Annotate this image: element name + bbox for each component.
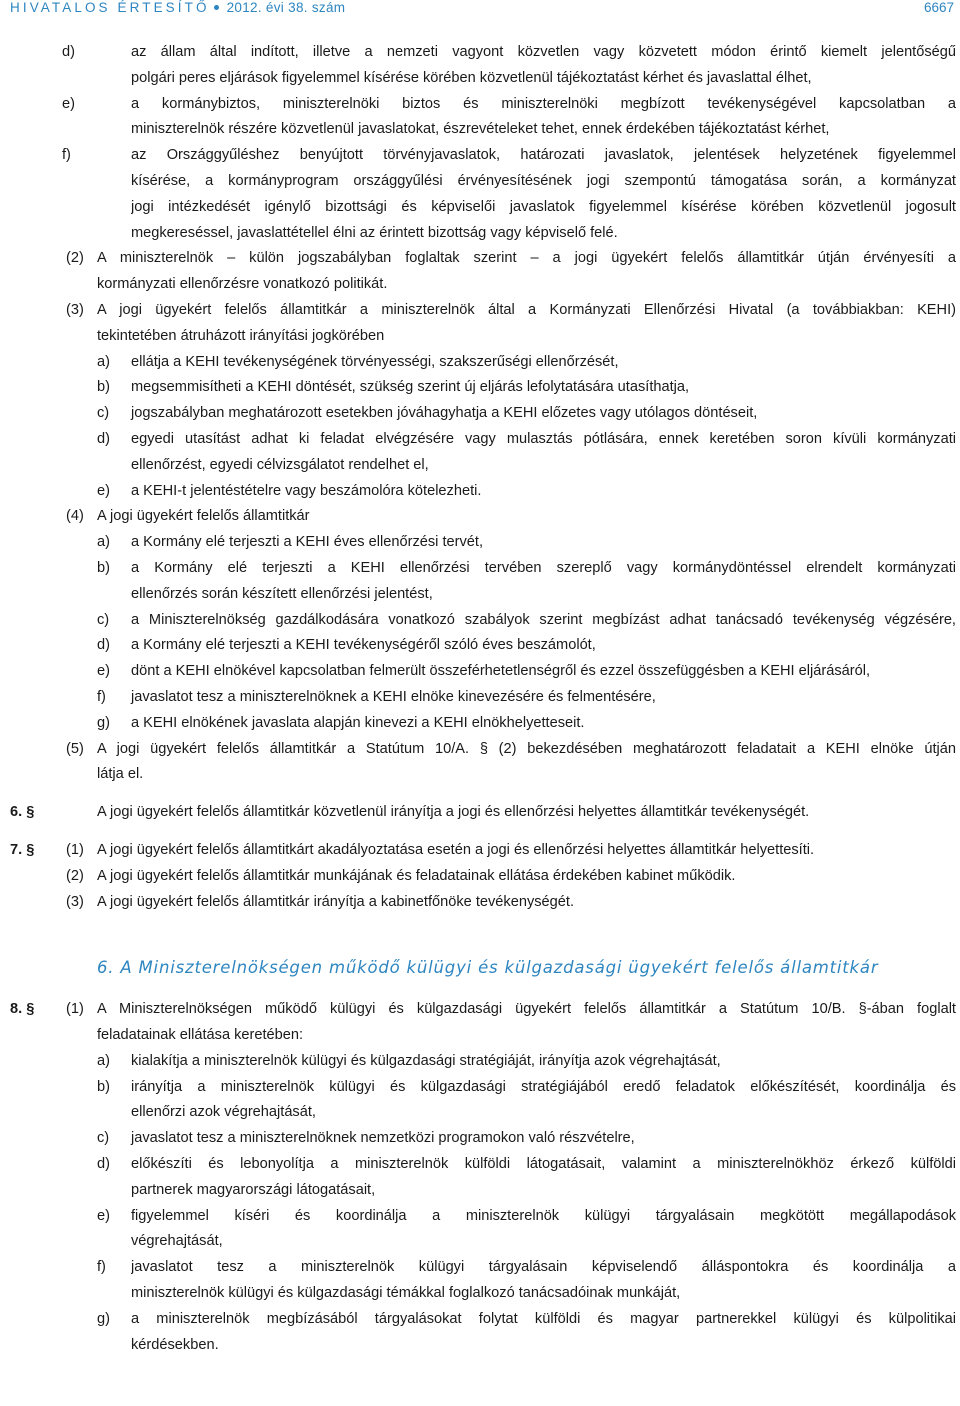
heading-text: 6. A Miniszterelnökségen működő külügyi és külgazdasági ügyekért felelős államtitkár bbox=[97, 958, 879, 978]
list-marker: d) bbox=[97, 430, 110, 447]
line-text: A Miniszterelnökségen működő külügyi és külgazdasági ügyekért felelős államtitkár a Statútum 10/B. §-ában foglalt bbox=[97, 1001, 956, 1018]
line-text: A jogi ügyekért felelős államtitkár bbox=[97, 508, 310, 525]
list-marker: f) bbox=[97, 688, 106, 705]
journal-title bbox=[10, 0, 345, 15]
text-line bbox=[0, 864, 960, 890]
text-line bbox=[0, 221, 960, 247]
text-line bbox=[0, 838, 960, 864]
text-line bbox=[0, 143, 960, 169]
paragraph-number: (2) bbox=[66, 867, 84, 884]
line-text: előkészíti és lebonyolítja a miniszterelnök külföldi látogatásait, valamint a miniszterelnökhöz érkező külföldi bbox=[131, 1156, 956, 1173]
text-line bbox=[0, 997, 960, 1023]
paragraph-number: (5) bbox=[66, 740, 84, 757]
text-line bbox=[0, 324, 960, 350]
text-line bbox=[0, 556, 960, 582]
text-line bbox=[0, 375, 960, 401]
list-marker: e) bbox=[97, 663, 110, 680]
list-marker: f) bbox=[62, 147, 71, 164]
line-text: A miniszterelnök – külön jogszabályban foglaltak szerint – a jogi ügyekért felelős államtitkár útján érvényesíti a bbox=[97, 250, 956, 267]
line-text: az Országgyűléshez benyújtott törvényjavaslatok, határozati javaslatok, jelentések helyzetének figyelemmel bbox=[131, 147, 956, 164]
paragraph-number: (2) bbox=[66, 250, 84, 267]
text-line bbox=[0, 195, 960, 221]
list-marker: c) bbox=[97, 611, 110, 628]
line-text: A jogi ügyekért felelős államtitkár a Statútum 10/A. § (2) bekezdésében meghatározott feladatait a KEHI elnöke útján bbox=[97, 740, 956, 757]
text-line bbox=[0, 685, 960, 711]
line-text: a Kormány elé terjeszti a KEHI tevékenységéről szóló éves beszámolót, bbox=[131, 637, 596, 654]
line-text: egyedi utasítást adhat ki feladat elvégzésére vagy mulasztás pótlására, ennek keretében soron kívüli kormányzati bbox=[131, 430, 956, 447]
list-marker: d) bbox=[97, 1156, 110, 1173]
text-line bbox=[0, 1100, 960, 1126]
text-line bbox=[0, 1229, 960, 1255]
text-line bbox=[0, 169, 960, 195]
list-marker: c) bbox=[97, 405, 110, 422]
text-line bbox=[0, 800, 960, 826]
text-line bbox=[0, 659, 960, 685]
text-line bbox=[0, 504, 960, 530]
paragraph-number: (1) bbox=[66, 1001, 84, 1018]
text-line bbox=[0, 890, 960, 916]
paragraph-number: (3) bbox=[66, 301, 84, 318]
text-line bbox=[0, 350, 960, 376]
line-text: partnerek magyarországi látogatásait, bbox=[131, 1181, 376, 1198]
text-line bbox=[0, 1023, 960, 1049]
text-line bbox=[0, 582, 960, 608]
vertical-space bbox=[0, 985, 960, 997]
text-line bbox=[0, 633, 960, 659]
list-marker: b) bbox=[97, 559, 110, 576]
line-text: a Miniszterelnökség gazdálkodására vonatkozó szabályok szerint megbízást adhat tanácsadó tevékenység végzésére, bbox=[131, 611, 956, 628]
text-line bbox=[0, 453, 960, 479]
document-body bbox=[0, 40, 960, 1358]
text-line bbox=[0, 401, 960, 427]
line-text: kérdésekben. bbox=[131, 1336, 219, 1353]
text-line bbox=[0, 762, 960, 788]
list-marker: g) bbox=[97, 714, 110, 731]
line-text: A jogi ügyekért felelős államtitkár közvetlenül irányítja a jogi és ellenőrzési helyettes államtitkár tevékenységét. bbox=[97, 804, 810, 821]
line-text: a Kormány elé terjeszti a KEHI ellenőrzési tervében szereplő vagy kormánydöntéssel elrendelt kormányzati bbox=[131, 559, 956, 576]
section-number: 6. § bbox=[10, 804, 35, 821]
text-line bbox=[0, 1307, 960, 1333]
list-marker: c) bbox=[97, 1130, 110, 1147]
text-line bbox=[0, 40, 960, 66]
line-text: megkereséssel, javaslattétellel élni az érintett bizottság vagy képviselő felé. bbox=[131, 224, 618, 241]
vertical-space bbox=[0, 915, 960, 955]
paragraph-number: (1) bbox=[66, 841, 84, 858]
line-text: dönt a KEHI elnökével kapcsolatban felmerült összeférhetetlenségről és ezzel összefüggésben a KEHI eljárásáról, bbox=[131, 663, 871, 680]
line-text: kialakítja a miniszterelnök külügyi és külgazdasági stratégiáját, irányítja azok végrehajtását, bbox=[131, 1052, 721, 1069]
text-line bbox=[0, 1075, 960, 1101]
line-text: A jogi ügyekért felelős államtitkárt akadályoztatása esetén a jogi és ellenőrzési helyettes államtitkár helyettesíti. bbox=[97, 841, 815, 858]
line-text: végrehajtását, bbox=[131, 1233, 223, 1250]
text-line bbox=[0, 1049, 960, 1075]
text-line bbox=[0, 117, 960, 143]
line-text: miniszterelnök részére közvetlenül javaslatokat, észrevételeket tehet, ennek érdekében tájékoztatást kérhet, bbox=[131, 121, 830, 138]
section-heading bbox=[0, 955, 960, 985]
text-line bbox=[0, 1152, 960, 1178]
line-text: A jogi ügyekért felelős államtitkár irányítja a kabinetfőnöke tevékenységét. bbox=[97, 893, 574, 910]
text-line bbox=[0, 1281, 960, 1307]
line-text: tekintetében átruházott irányítási jogkörében bbox=[97, 327, 385, 344]
line-text: polgári peres eljárások figyelemmel kísérése körében közvetlenül tájékoztatást kérhet és javaslattal élhet, bbox=[131, 69, 812, 86]
list-marker: a) bbox=[97, 534, 110, 551]
text-line bbox=[0, 711, 960, 737]
text-line bbox=[0, 1255, 960, 1281]
issue-label: 2012. évi 38. szám bbox=[226, 0, 346, 15]
text-line bbox=[0, 298, 960, 324]
line-text: látja el. bbox=[97, 766, 144, 783]
list-marker: b) bbox=[97, 1078, 110, 1095]
line-text: megsemmisítheti a KEHI döntését, szükség szerint új eljárás lefolytatására utasíthatja, bbox=[131, 379, 690, 396]
line-text: A jogi ügyekért felelős államtitkár a miniszterelnök által a Kormányzati Ellenőrzési Hivatal (a továbbiakban: KEHI) bbox=[97, 301, 956, 318]
section-number: 8. § bbox=[10, 1001, 35, 1018]
line-text: kísérése, a kormányprogram országgyűlési érvényesítésének jogi szempontú támogatása során, a kormányzat bbox=[131, 172, 956, 189]
line-text: a miniszterelnök megbízásából tárgyalásokat folytat külföldi és magyar partnerekkel külügyi és külpolitikai bbox=[131, 1310, 956, 1327]
line-text: ellátja a KEHI tevékenységének törvényességi, szakszerűségi ellenőrzését, bbox=[131, 353, 619, 370]
line-text: irányítja a miniszterelnök külügyi és külgazdasági stratégiájából eredő feladatok előkészítését, koordinálja és bbox=[131, 1078, 956, 1095]
line-text: javaslatot tesz a miniszterelnöknek nemzetközi programokon való részvételre, bbox=[131, 1130, 635, 1147]
line-text: a KEHI elnökének javaslata alapján kinevezi a KEHI elnökhelyetteseit. bbox=[131, 714, 585, 731]
text-line bbox=[0, 66, 960, 92]
line-text: kormányzati ellenőrzésre vonatkozó politikát. bbox=[97, 276, 388, 293]
line-text: az állam által indított, illetve a nemzeti vagyont közvetlen vagy közvetett módon érintő kiemelt jelentőségű bbox=[131, 44, 956, 60]
section-number: 7. § bbox=[10, 841, 35, 858]
bullet-separator-icon bbox=[214, 5, 219, 10]
list-marker: f) bbox=[97, 1259, 106, 1276]
line-text: ellenőrzi azok végrehajtását, bbox=[131, 1104, 316, 1121]
line-text: figyelemmel kíséri és koordinálja a miniszterelnök külügyi tárgyalásain megkötött megállapodások bbox=[131, 1207, 956, 1224]
line-text: ellenőrzést, egyedi célvizsgálatot rendelhet el, bbox=[131, 456, 429, 473]
text-line bbox=[0, 479, 960, 505]
text-line bbox=[0, 1178, 960, 1204]
paragraph-number: (3) bbox=[66, 893, 84, 910]
running-header bbox=[0, 0, 960, 22]
text-line bbox=[0, 530, 960, 556]
paragraph-number: (4) bbox=[66, 508, 84, 525]
text-line bbox=[0, 608, 960, 634]
list-marker: d) bbox=[97, 637, 110, 654]
list-marker: b) bbox=[97, 379, 110, 396]
line-text: jogi intézkedését igénylő bizottsági és képviselői javaslatok figyelemmel kísérése körében közvetlenül jogosult bbox=[131, 198, 956, 215]
line-text: feladatainak ellátása keretében: bbox=[97, 1027, 304, 1044]
list-marker: e) bbox=[97, 482, 110, 499]
text-line bbox=[0, 92, 960, 118]
text-line bbox=[0, 737, 960, 763]
vertical-space bbox=[0, 788, 960, 800]
line-text: A jogi ügyekért felelős államtitkár munkájának és feladatainak ellátása érdekében kabinet működik. bbox=[97, 867, 736, 884]
vertical-space bbox=[0, 826, 960, 838]
line-text: a KEHI-t jelentéstételre vagy beszámolóra kötelezheti. bbox=[131, 482, 482, 499]
list-marker: a) bbox=[97, 1052, 110, 1069]
line-text: a Kormány elé terjeszti a KEHI éves ellenőrzési tervét, bbox=[131, 534, 484, 551]
line-text: javaslatot tesz a miniszterelnök külügyi tárgyalásain képviselendő álláspontokra és koordinálja a bbox=[131, 1259, 956, 1276]
text-line bbox=[0, 246, 960, 272]
text-line bbox=[0, 1126, 960, 1152]
text-line bbox=[0, 427, 960, 453]
text-line bbox=[0, 1204, 960, 1230]
list-marker: e) bbox=[97, 1207, 110, 1224]
list-marker: d) bbox=[62, 44, 75, 60]
line-text: javaslatot tesz a miniszterelnöknek a KEHI elnöke kinevezésére és felmentésére, bbox=[131, 688, 656, 705]
list-marker: a) bbox=[97, 353, 110, 370]
list-marker: g) bbox=[97, 1310, 110, 1327]
text-line bbox=[0, 1333, 960, 1359]
text-line bbox=[0, 272, 960, 298]
line-text: jogszabályban meghatározott esetekben jóváhagyhatja a KEHI előzetes vagy utólagos döntéseit, bbox=[131, 405, 758, 422]
page-number: 6667 bbox=[923, 0, 954, 15]
journal-name: HIVATALOS ÉRTESÍTŐ bbox=[10, 0, 210, 15]
line-text: a kormánybiztos, miniszterelnöki biztos és miniszterelnöki megbízott tevékenységével kapcsolatban a bbox=[131, 95, 956, 112]
line-text: miniszterelnök külügyi és külgazdasági témákkal foglalkozó tanácsadóinak munkáját, bbox=[131, 1285, 681, 1302]
list-marker: e) bbox=[62, 95, 75, 112]
line-text: ellenőrzés során készített ellenőrzési jelentést, bbox=[131, 585, 433, 602]
